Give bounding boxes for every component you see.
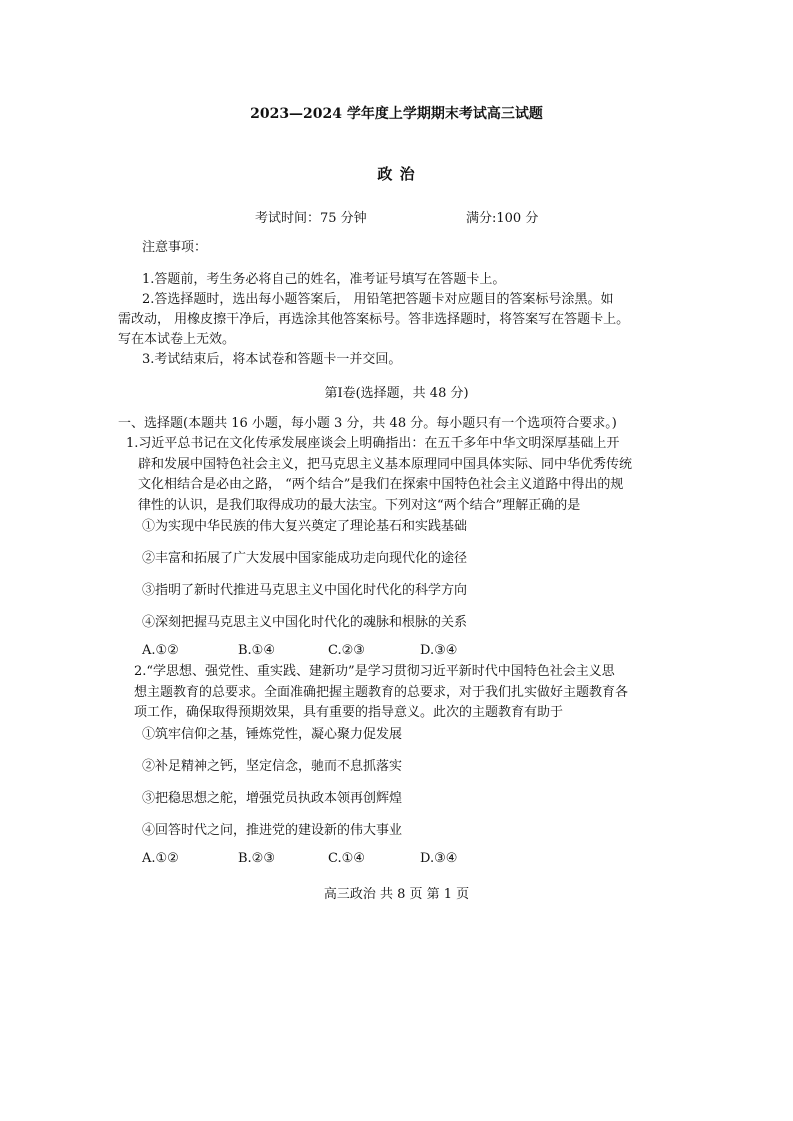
exam-time: 考试时间：75 分钟: [255, 211, 367, 226]
note-item-2-line-1: 2.答选择题时，选出每小题答案后， 用铅笔把答题卡对应题目的答案标号涂黑。如: [142, 292, 614, 307]
q1-option-3: ③指明了新时代推进马克思主义中国化时代化的科学方向: [142, 583, 468, 598]
q2-option-2: ②补足精神之钙，坚定信念，驰而不息抓落实: [142, 759, 403, 774]
q1-choice-a: A.①②: [142, 643, 179, 658]
q1-stem-line-1: 1.习近平总书记在文化传承发展座谈会上明确指出：在五千多年中华文明深厚基础上开: [126, 436, 620, 451]
q2-option-1: ①筑牢信仰之基，锤炼党性，凝心聚力促发展: [142, 727, 403, 742]
q2-option-3: ③把稳思想之舵，增强党员执政本领再创辉煌: [142, 791, 403, 806]
q2-choice-b: B.②③: [238, 851, 275, 866]
q1-stem-line-3: 文化相结合是必由之路， “两个结合”是我们在探索中国特色社会主义道路中得出的规: [138, 477, 624, 492]
section-title: 第Ⅰ卷(选择题，共 48 分): [324, 386, 469, 401]
q1-choice-b: B.①④: [238, 643, 275, 658]
note-item-3: 3.考试结束后，将本试卷和答题卡一并交回。: [142, 352, 402, 367]
full-score: 满分:100 分: [466, 211, 539, 226]
q1-choice-c: C.②③: [328, 643, 365, 658]
q1-stem-line-2: 辟和发展中国特色社会主义，把马克思主义基本原理同中国具体实际、同中华优秀传统: [138, 457, 633, 472]
subject-title: 政 治: [377, 165, 416, 183]
q1-option-2: ②丰富和拓展了广大发展中国家能成功走向现代化的途径: [142, 551, 468, 566]
section-instruction: 一、选择题(本题共 16 小题，每小题 3 分，共 48 分。每小题只有一个选项符合要求。): [118, 416, 617, 431]
q2-choice-a: A.①②: [142, 851, 179, 866]
q2-choice-c: C.①④: [328, 851, 365, 866]
q1-option-1: ①为实现中华民族的伟大复兴奠定了理论基石和实践基础: [142, 519, 468, 534]
q1-choice-d: D.③④: [420, 643, 458, 658]
q1-stem-line-4: 律性的认识，是我们取得成功的最大法宝。下列对这“两个结合”理解正确的是: [138, 498, 581, 513]
note-item-2-line-3: 写在本试卷上无效。: [118, 332, 236, 347]
exam-title: 2023—2024 学年度上学期期末考试高三试题: [250, 106, 543, 122]
q2-stem-line-1: 2.“学思想、强党性、重实践、建新功”是学习贯彻习近平新时代中国特色社会主义思: [134, 664, 615, 679]
note-item-1: 1.答题前，考生务必将自己的姓名，准考证号填写在答题卡上。: [142, 272, 506, 287]
page-footer: 高三政治 共 8 页 第 1 页: [323, 887, 470, 902]
note-item-2-line-2: 需改动， 用橡皮擦干净后，再选涂其他答案标号。答非选择题时，将答案写在答题卡上。: [118, 312, 630, 327]
q2-choice-d: D.③④: [420, 851, 458, 866]
q2-stem-line-2: 想主题教育的总要求。全面准确把握主题教育的总要求，对于我们扎实做好主题教育各: [134, 685, 629, 700]
q2-option-4: ④回答时代之问，推进党的建设新的伟大事业: [142, 823, 403, 838]
q1-option-4: ④深刻把握马克思主义中国化时代化的魂脉和根脉的关系: [142, 615, 468, 630]
notes-heading: 注意事项：: [142, 240, 208, 255]
q2-stem-line-3: 项工作，确保取得预期效果，具有重要的指导意义。此次的主题教育有助于: [134, 705, 564, 720]
